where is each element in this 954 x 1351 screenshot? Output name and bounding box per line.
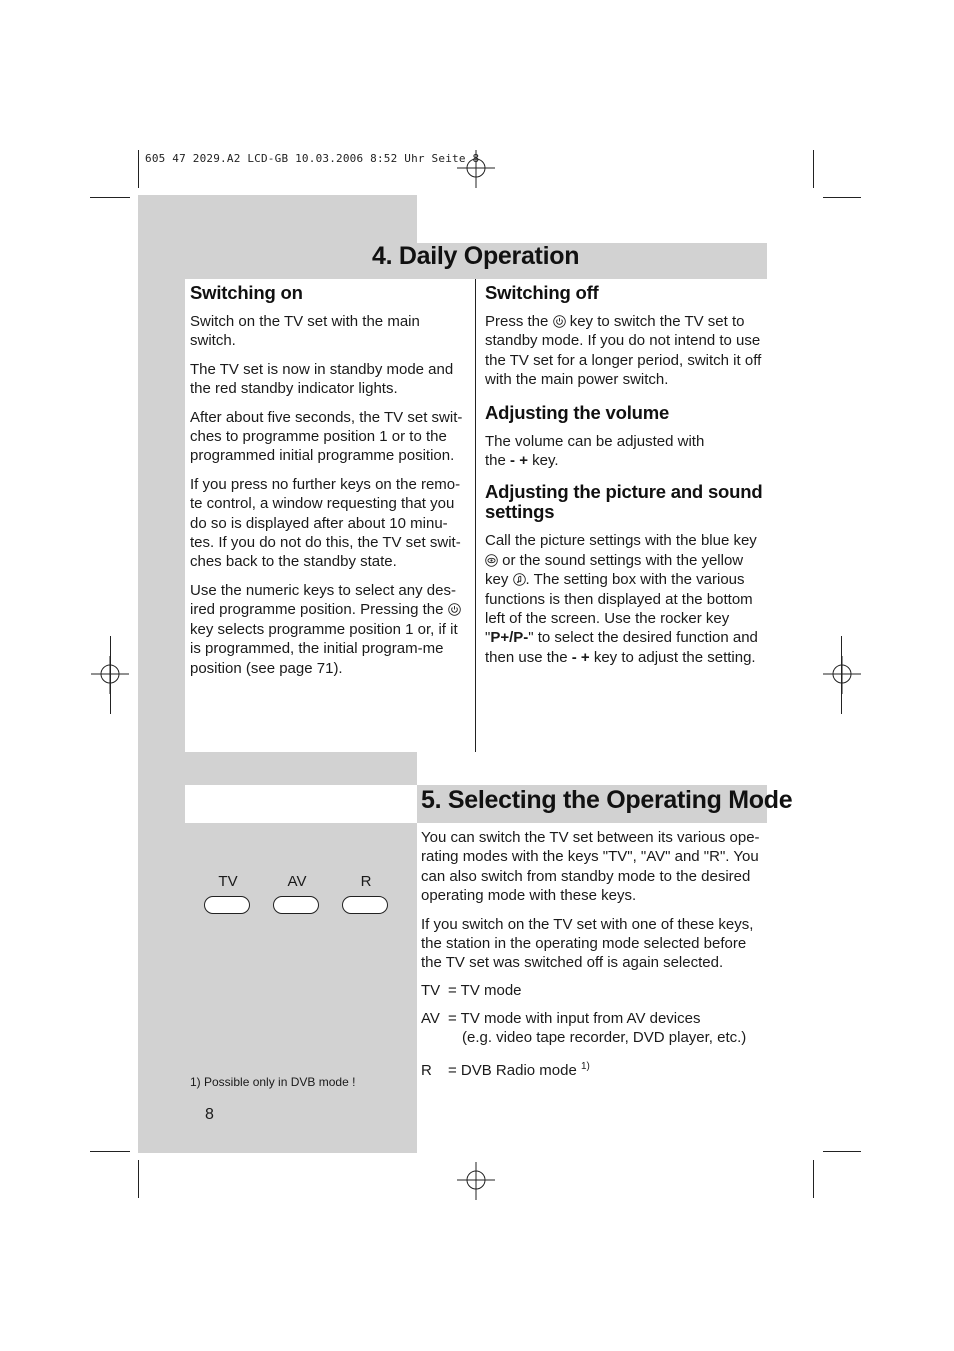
section5-left-box — [185, 785, 417, 823]
r-key-label: R — [360, 873, 372, 890]
mode-row-av — [421, 1009, 700, 1028]
registration-mark-icon — [457, 1162, 495, 1200]
mode-desc: = TV mode — [448, 982, 522, 999]
column-divider — [475, 279, 476, 752]
r-key-button — [342, 896, 388, 914]
mode-desc: = TV mode with input from AV devices — [448, 1010, 701, 1027]
crop-mark — [823, 197, 861, 198]
av-key-label: AV — [287, 873, 307, 890]
crop-mark — [90, 1151, 130, 1152]
power-key-icon — [553, 315, 566, 328]
switching-on-paragraph: Switch on the TV set with the main switch. — [190, 313, 420, 350]
mode-key: R — [421, 1062, 432, 1079]
mode-row-av-detail: (e.g. video tape recorder, DVD player, etc.) — [462, 1029, 747, 1046]
page-number: 8 — [205, 1106, 214, 1123]
crop-mark — [823, 1151, 861, 1152]
switching-on-section — [190, 283, 468, 678]
crop-mark — [138, 1160, 139, 1198]
rocker-key-label: P+/P- — [490, 629, 529, 647]
switching-on-heading: Switching on — [190, 282, 303, 303]
section5-title: 5. Selecting the Operating Mode — [421, 786, 793, 814]
av-key-button — [273, 896, 319, 914]
text-span: key. — [527, 452, 559, 470]
text-span: key to adjust the setting. — [589, 648, 756, 666]
mode-row-r — [421, 1057, 590, 1080]
switching-on-paragraph: The TV set is now in standby mode and the red standby indicator lights. — [190, 360, 454, 398]
registration-mark-icon — [823, 656, 861, 694]
text-span: Press the — [485, 313, 553, 330]
adjusting-picture-heading: Adjusting the picture and sound settings — [485, 481, 763, 523]
text-span: The volume can be adjusted with — [485, 432, 705, 450]
section5-body — [421, 828, 763, 973]
text-span: Use the numeric keys to select any des-ired programme position. Pressing the — [190, 581, 456, 619]
footnote: 1) Possible only in DVB mode ! — [190, 1075, 356, 1089]
mode-row-tv — [421, 981, 522, 1000]
tv-key-label: TV — [218, 873, 238, 890]
right-column — [485, 283, 763, 667]
adjusting-volume-heading: Adjusting the volume — [485, 401, 670, 423]
volume-key-label: - + — [510, 452, 528, 470]
text-span: the — [485, 452, 511, 470]
switching-off-heading: Switching off — [485, 282, 599, 303]
print-header: 605 47 2029.A2 LCD-GB 10.03.2006 8:52 Uhr Seite 8 — [145, 152, 480, 165]
text-span: . The setting box with the various functions is then displayed at the bottom left of the screen. Use the rocker key " — [485, 571, 753, 647]
adjusting-picture-paragraph — [485, 531, 763, 667]
mode-key: AV — [421, 1010, 440, 1027]
crop-mark — [841, 636, 842, 714]
sound-key-icon — [513, 573, 526, 586]
tv-key-button — [204, 896, 250, 914]
section5-paragraph: You can switch the TV set between its various ope-rating modes with the keys "TV", "AV" and "R". You can also switch from standby mode to the desired operating mode with these keys. — [421, 829, 760, 905]
switching-on-paragraph — [190, 581, 468, 678]
crop-mark — [138, 150, 139, 188]
text-span: key selects programme position 1 or, if it is programmed, the initial program-me position (see page 71). — [190, 620, 458, 677]
crop-mark — [813, 1160, 814, 1198]
adjusting-volume-paragraph — [485, 432, 763, 471]
volume-key-label: - + — [571, 648, 590, 666]
picture-key-icon — [485, 554, 498, 567]
text-span: or the sound settings with the yellow key — [485, 551, 744, 589]
crop-mark — [813, 150, 814, 188]
text-span: key to switch the TV set to standby mode. If you do not intend to use the TV set for a longer period, switch it off with the main power switch. — [485, 313, 762, 389]
crop-mark — [90, 197, 130, 198]
section5-paragraph: If you switch on the TV set with one of these keys, the station in the operating mode selected before the TV set was switched off is again selected. — [421, 915, 754, 972]
switching-on-paragraph: If you press no further keys on the remo-te control, a window requesting that you do so is displayed after about 10 minu-tes. If you do not do this, the TV set swit-ches back to the standby state. — [190, 475, 461, 571]
power-key-icon — [448, 603, 461, 616]
mode-desc: = DVB Radio mode — [448, 1062, 577, 1079]
footnote-marker: 1) — [581, 1061, 590, 1072]
mode-key: TV — [421, 982, 441, 999]
crop-mark — [110, 636, 111, 714]
text-span: Call the picture settings with the blue key — [485, 532, 757, 550]
switching-on-paragraph: After about five seconds, the TV set swit-ches to programme position 1 or to the programmed initial programme position. — [190, 408, 463, 465]
text-span: " to select the desired function and then use the — [485, 629, 758, 666]
section4-title: 4. Daily Operation — [372, 242, 580, 270]
registration-mark-icon — [457, 150, 495, 188]
switching-off-paragraph — [485, 312, 763, 390]
